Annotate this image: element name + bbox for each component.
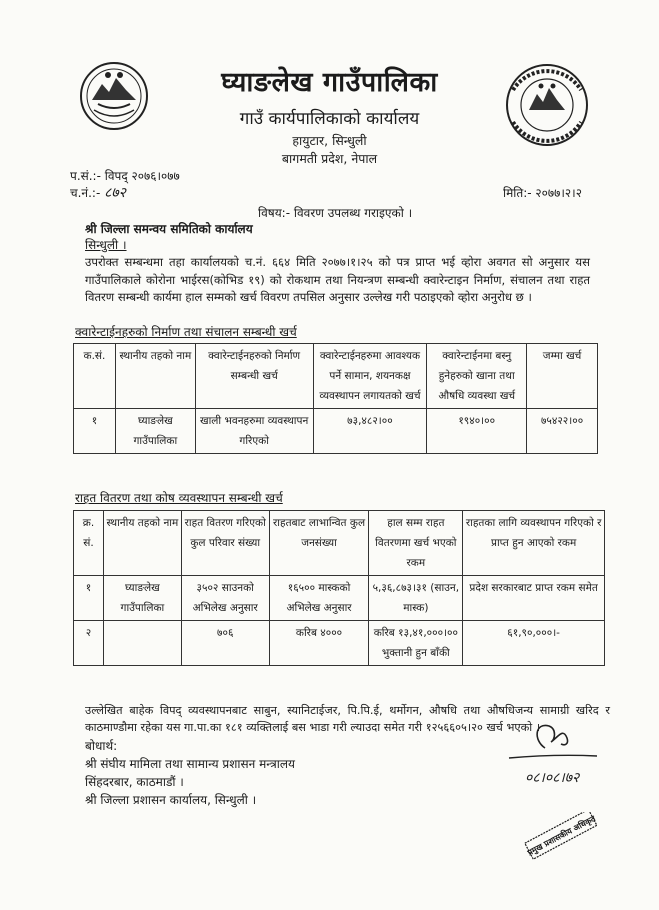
table-header-row <box>74 511 605 576</box>
table-cell: घ्याङलेख गाउँपालिका <box>103 576 181 621</box>
table-cell: ३५०२ साउनको अभिलेख अनुसार <box>181 576 269 621</box>
stamp-text: प्रमुख प्रशासकीय अधिकृत <box>526 813 598 858</box>
dispatch-number-label: च.नं.:- <box>70 186 101 200</box>
table-row <box>74 621 605 666</box>
office-subtitle: गाउँ कार्यपालिकाको कार्यालय <box>239 109 420 129</box>
table-header-cell: राहतका लागि व्यवस्थापन गरिएको र प्राप्त हुन आएको रकम <box>463 511 605 576</box>
table-header-cell: स्थानीय तहको नाम <box>103 511 181 576</box>
signature-date: ०८।०८।७२ <box>525 770 580 786</box>
table-row <box>74 409 598 454</box>
table-cell: करिब ४००० <box>269 621 369 666</box>
cc-recipient-2: सिंहदरबार, काठमाडौं । <box>85 775 184 789</box>
letter-body: उपरोक्त सम्बन्धमा तहा कार्यालयको च.नं. ६६४ मिति २०७७।१।२५ को पत्र प्राप्त भई व्होरा अवगत सो अनुसार यस गाउँपालिकाले कोरोना भाईरस(कोभिड १९) को रोकथाम तथा नियन्त्रण सम्बन्धी क्वारेन्टाइन निर्माण, संचालन तथा राहत वितरण सम्बन्धी कार्यमा हाल सम्मको खर्च विवरण तपसिल अनुसार उल्लेख गरी पठाइएको व्होरा अनुरोध छ । <box>85 255 590 305</box>
table-header-cell: क्वारेन्टाईनहरुको निर्माण सम्बन्धी खर्च <box>195 344 313 409</box>
official-stamp <box>520 812 600 862</box>
table-header-cell: हाल सम्म राहत वितरणमा खर्च भएको रकम <box>369 511 463 576</box>
dispatch-number <box>70 185 126 201</box>
table-row <box>74 576 605 621</box>
address-line-1: हायुटार, सिन्धुली <box>292 133 367 148</box>
table-cell: खाली भवनहरुमा व्यवस्थापन गरिएको <box>195 409 313 454</box>
table-cell: ५,३६,८७३।३१ (साउन, मास्क) <box>369 576 463 621</box>
letter-date: मिति:- २०७७।२।२ <box>503 186 582 200</box>
letter-subject: विषय:- विवरण उपलब्ध गराइएको । <box>258 206 413 220</box>
recipient-office: श्री जिल्ला समन्वय समितिको कार्यालय <box>85 222 253 236</box>
handwritten-signature <box>505 716 600 796</box>
table-cell: ७३,४८२।०० <box>313 409 427 454</box>
table-cell: करिब १३,४१,०००।०० भुक्तानी हुन बाँकी <box>369 621 463 666</box>
table-cell: १ <box>74 576 104 621</box>
quarantine-expense-table <box>73 343 598 454</box>
cc-recipient-1: श्री संघीय मामिला तथा सामान्य प्रशासन मन्त्रालय <box>85 757 295 771</box>
table-cell: २ <box>74 621 104 666</box>
table-header-cell: क्वारेन्टाईनहरुमा आवश्यक पर्ने सामान, शयनकक्ष व्यवस्थापन लगायतको खर्च <box>313 344 427 409</box>
dispatch-number-value: ८७२ <box>104 185 126 201</box>
footer-note: उल्लेखित बाहेक विपद् व्यवस्थापनबाट साबुन, स्यानिटाईजर, पि.पि.ई, थर्मोगन, औषधि तथा औषधिजन्य सामाग्री खरिद र काठमाण्डौमा रहेका यस गा.पा.का १८१ व्यक्तिलाई बस भाडा गरी ल्याउदा समेत गरी १२५६६०५।२० खर्च भएको । <box>85 704 610 734</box>
table-cell: १६५०० मास्कको अभिलेख अनुसार <box>269 576 369 621</box>
cc-label: बोधार्थ: <box>85 739 118 753</box>
table-cell: १ <box>74 409 116 454</box>
table-header-cell: क्र. सं. <box>74 511 104 576</box>
table2-heading: राहत वितरण तथा कोष व्यवस्थापन सम्बन्धी खर्च <box>75 491 283 505</box>
address-line-2: बागमती प्रदेश, नेपाल <box>281 151 378 166</box>
table-header-cell: स्थानीय तहको नाम <box>115 344 195 409</box>
table-header-row <box>74 344 598 409</box>
relief-distribution-table <box>73 510 605 666</box>
letter-ps-number: प.सं.:- विपद् २०७६।०७७ <box>70 169 180 183</box>
table-header-cell: क्वारेन्टाईनमा बस्नु हुनेहरुको खाना तथा औषधि व्यवस्था खर्च <box>427 344 527 409</box>
table-cell <box>103 621 181 666</box>
table-header-cell: राहतबाट लाभान्वित कुल जनसंख्या <box>269 511 369 576</box>
table-header-cell: क.सं. <box>74 344 116 409</box>
table-header-cell: राहत वितरण गरिएको कुल परिवार संख्या <box>181 511 269 576</box>
table-cell: ७५४२२।०० <box>527 409 598 454</box>
table-cell: प्रदेश सरकारबाट प्राप्त रकम समेत <box>463 576 605 621</box>
recipient-location: सिन्धुली । <box>85 238 127 252</box>
table-cell: ६१,९०,०००।- <box>463 621 605 666</box>
municipality-title: घ्याङलेख गाउँपालिका <box>221 67 438 98</box>
table1-heading: क्वारेन्टाईनहरुको निर्माण तथा संचालन सम्बन्धी खर्च <box>75 325 297 339</box>
cc-recipient-3: श्री जिल्ला प्रशासन कार्यालय, सिन्धुली । <box>85 793 257 807</box>
table-cell: १९४०।०० <box>427 409 527 454</box>
table-header-cell: जम्मा खर्च <box>527 344 598 409</box>
table-cell: ७०६ <box>181 621 269 666</box>
table-cell: घ्याङलेख गाउँपालिका <box>115 409 195 454</box>
